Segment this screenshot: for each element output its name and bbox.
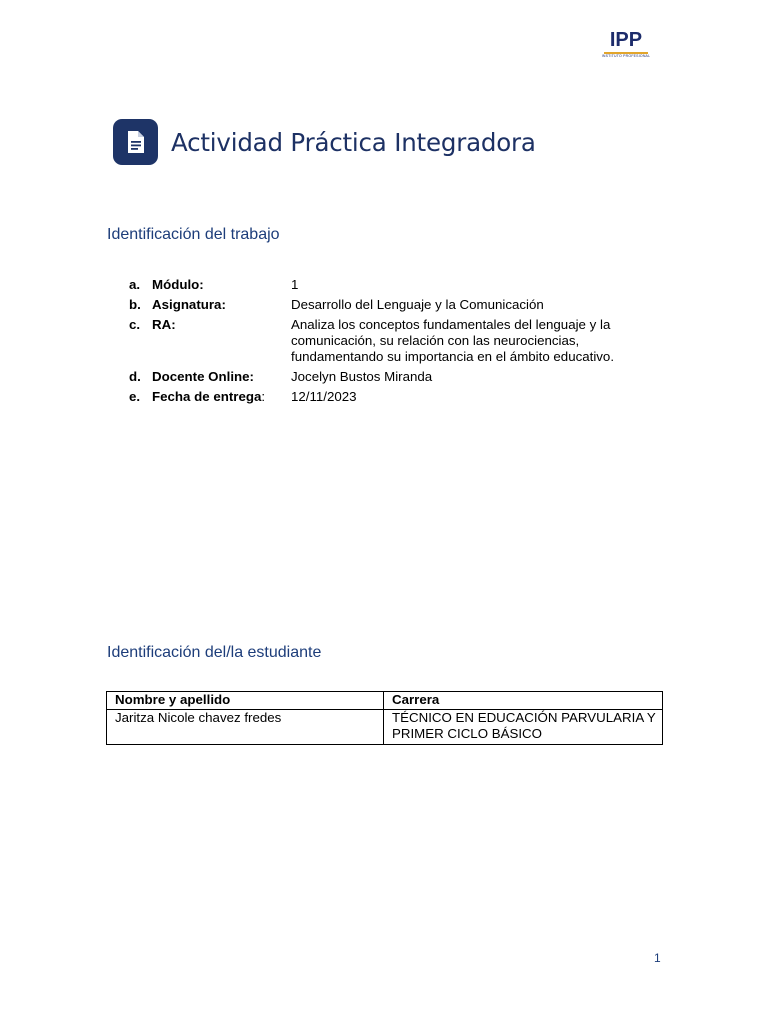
label-text: Módulo: bbox=[152, 277, 204, 292]
page-number: 1 bbox=[654, 951, 661, 965]
list-letter: c. bbox=[129, 317, 141, 332]
logo-subtext: INSTITUTO PROFESIONAL bbox=[601, 54, 651, 58]
list-letter: a. bbox=[129, 277, 141, 292]
info-row-modulo bbox=[129, 277, 669, 293]
list-letter: e. bbox=[129, 389, 141, 404]
section-heading-estudiante: Identificación del/la estudiante bbox=[107, 644, 322, 661]
label-text: Asignatura: bbox=[152, 297, 226, 312]
info-value: Jocelyn Bustos Miranda bbox=[291, 369, 433, 384]
column-header-carrera: Carrera bbox=[384, 692, 663, 710]
logo-text: IPP bbox=[609, 29, 643, 51]
column-header-nombre: Nombre y apellido bbox=[107, 692, 384, 710]
info-row-ra bbox=[129, 317, 669, 365]
info-value: 12/11/2023 bbox=[291, 389, 357, 404]
info-label bbox=[152, 317, 291, 333]
page-title: Actividad Práctica Integradora bbox=[171, 127, 536, 157]
table-row bbox=[107, 710, 663, 745]
title-block bbox=[113, 118, 536, 166]
list-letter: d. bbox=[129, 369, 141, 384]
info-label bbox=[152, 389, 291, 405]
ipp-logo bbox=[600, 30, 652, 60]
table-cell-carrera: TÉCNICO EN EDUCACIÓN PARVULARIA Y PRIMER CICLO BÁSICO bbox=[384, 710, 663, 745]
info-row-fecha bbox=[129, 389, 669, 405]
label-text: Docente Online: bbox=[152, 369, 254, 384]
info-value: 1 bbox=[291, 277, 299, 292]
work-info-list bbox=[129, 277, 669, 409]
label-suffix: : bbox=[261, 389, 266, 404]
info-label bbox=[152, 369, 291, 385]
document-icon bbox=[113, 119, 158, 165]
student-table bbox=[106, 691, 663, 745]
info-value: Desarrollo del Lenguaje y la Comunicación bbox=[291, 297, 544, 312]
info-row-asignatura bbox=[129, 297, 669, 313]
info-label bbox=[152, 277, 291, 293]
label-text: Fecha de entrega bbox=[152, 389, 262, 404]
info-label bbox=[152, 297, 291, 313]
info-row-docente bbox=[129, 369, 669, 385]
label-text: RA: bbox=[152, 317, 176, 332]
table-cell-nombre: Jaritza Nicole chavez fredes bbox=[107, 710, 384, 745]
table-header-row bbox=[107, 692, 663, 710]
info-value: Analiza los conceptos fundamentales del lenguaje y la comunicación, su relación con las neurociencias, fundamentando su importancia en el ámbito educativo. bbox=[291, 317, 615, 364]
list-letter: b. bbox=[129, 297, 141, 312]
section-heading-trabajo: Identificación del trabajo bbox=[107, 226, 280, 243]
